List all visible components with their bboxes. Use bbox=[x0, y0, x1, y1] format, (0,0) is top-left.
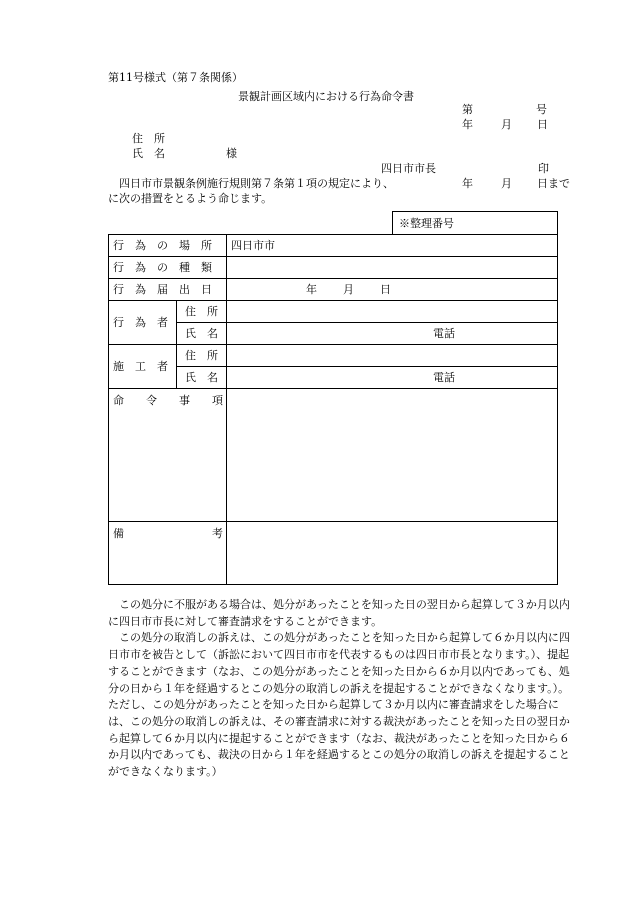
order-label: 命 令 事 項 bbox=[113, 394, 223, 407]
form-table bbox=[108, 234, 558, 585]
remarks-value-cell[interactable] bbox=[227, 522, 558, 585]
note-paragraph: この処分の取消しの訴えは、この処分があったことを知った日から起算して６か月以内に四日市市を被告として（訴訟において四日市市を代表するものは四日市市長となります。）、提起することができます（なお、この処分があったことを知った日から６か月以内であっても、処分の日から１年を経過するとこの処分の取消しの訴えを提起することができなくなります。）。ただし、この処分があったことを知った日から起算して３か月以内に審査請求をした場合には、この処分の取消しの訴えは、その審査請求に対する裁決があったことを知った日の翌日から起算して６か月以内に提起することができます（なお、裁決があったことを知った日から６か月以内であっても、裁決の日から１年を経過するとこの処分の取消しの訴えを提起することができなくなります。） bbox=[108, 631, 570, 779]
addressee-name-label: 氏 名 bbox=[132, 147, 165, 160]
builder-address-label-cell bbox=[177, 345, 227, 367]
location-label-cell bbox=[109, 235, 227, 257]
actor-name-value-cell[interactable] bbox=[227, 323, 558, 345]
filed-month: 月 bbox=[343, 283, 354, 296]
builder-phone-label: 電話 bbox=[433, 371, 455, 384]
form-number: 第11号様式（第７条関係） bbox=[108, 71, 243, 84]
remarks-label: 備 考 bbox=[113, 527, 223, 540]
actor-address-label-cell bbox=[177, 301, 227, 323]
order-value-cell[interactable] bbox=[227, 389, 558, 522]
doc-number-go: 号 bbox=[536, 103, 547, 116]
addressee-address-label: 住 所 bbox=[132, 132, 165, 145]
location-label: 行 為 の 場 所 bbox=[113, 239, 212, 252]
filed-date-cell[interactable] bbox=[227, 279, 558, 301]
remarks-label-cell bbox=[109, 522, 227, 585]
filed-label: 行 為 届 出 日 bbox=[113, 283, 212, 296]
builder-name-label: 氏 名 bbox=[185, 371, 218, 384]
intro-month: 月 bbox=[501, 177, 512, 190]
table-row bbox=[109, 235, 558, 257]
serial-number-box bbox=[392, 211, 558, 234]
builder-address-label: 住 所 bbox=[185, 349, 218, 362]
filed-year: 年 bbox=[306, 283, 317, 296]
location-value-cell[interactable] bbox=[227, 235, 558, 257]
actor-phone-label: 電話 bbox=[433, 327, 455, 340]
intro-text-line2: に次の措置をとるよう命じます。 bbox=[108, 192, 273, 205]
actor-label-cell bbox=[109, 301, 177, 345]
serial-number-label: ※整理番号 bbox=[399, 217, 454, 230]
table-row bbox=[109, 301, 558, 323]
appeal-notes bbox=[108, 597, 574, 781]
actor-address-value-cell[interactable] bbox=[227, 301, 558, 323]
intro-day-until: 日まで bbox=[537, 177, 570, 190]
actor-address-label: 住 所 bbox=[185, 305, 218, 318]
type-value-cell[interactable] bbox=[227, 257, 558, 279]
type-label: 行 為 の 種 類 bbox=[113, 261, 212, 274]
actor-name-label-cell bbox=[177, 323, 227, 345]
order-label-cell bbox=[109, 389, 227, 522]
type-label-cell bbox=[109, 257, 227, 279]
table-row bbox=[109, 345, 558, 367]
table-row bbox=[109, 279, 558, 301]
document-title: 景観計画区域内における行為命令書 bbox=[238, 90, 414, 103]
issuer-seal: 印 bbox=[538, 162, 549, 175]
table-row bbox=[109, 367, 558, 389]
builder-address-value-cell[interactable] bbox=[227, 345, 558, 367]
doc-number-dai: 第 bbox=[462, 103, 473, 116]
date-month: 月 bbox=[501, 118, 512, 131]
builder-name-value-cell[interactable] bbox=[227, 367, 558, 389]
builder-label: 施 工 者 bbox=[113, 360, 168, 373]
note-paragraph: この処分に不服がある場合は、処分があったことを知った日の翌日から起算して３か月以内に四日市市長に対して審査請求をすることができます。 bbox=[108, 598, 570, 628]
table-row bbox=[109, 522, 558, 585]
table-row bbox=[109, 257, 558, 279]
date-year: 年 bbox=[462, 118, 473, 131]
location-value: 四日市市 bbox=[231, 239, 275, 252]
addressee-sama: 様 bbox=[226, 147, 237, 160]
intro-year: 年 bbox=[462, 177, 473, 190]
actor-label: 行 為 者 bbox=[113, 316, 168, 329]
issuer-title: 四日市市長 bbox=[381, 162, 436, 175]
intro-text: 四日市市景観条例施行規則第７条第１項の規定により、 bbox=[119, 177, 394, 190]
date-day: 日 bbox=[537, 118, 548, 131]
table-row bbox=[109, 389, 558, 522]
filed-label-cell bbox=[109, 279, 227, 301]
filed-day: 日 bbox=[380, 283, 391, 296]
builder-name-label-cell bbox=[177, 367, 227, 389]
builder-label-cell bbox=[109, 345, 177, 389]
actor-name-label: 氏 名 bbox=[185, 327, 218, 340]
table-row bbox=[109, 323, 558, 345]
